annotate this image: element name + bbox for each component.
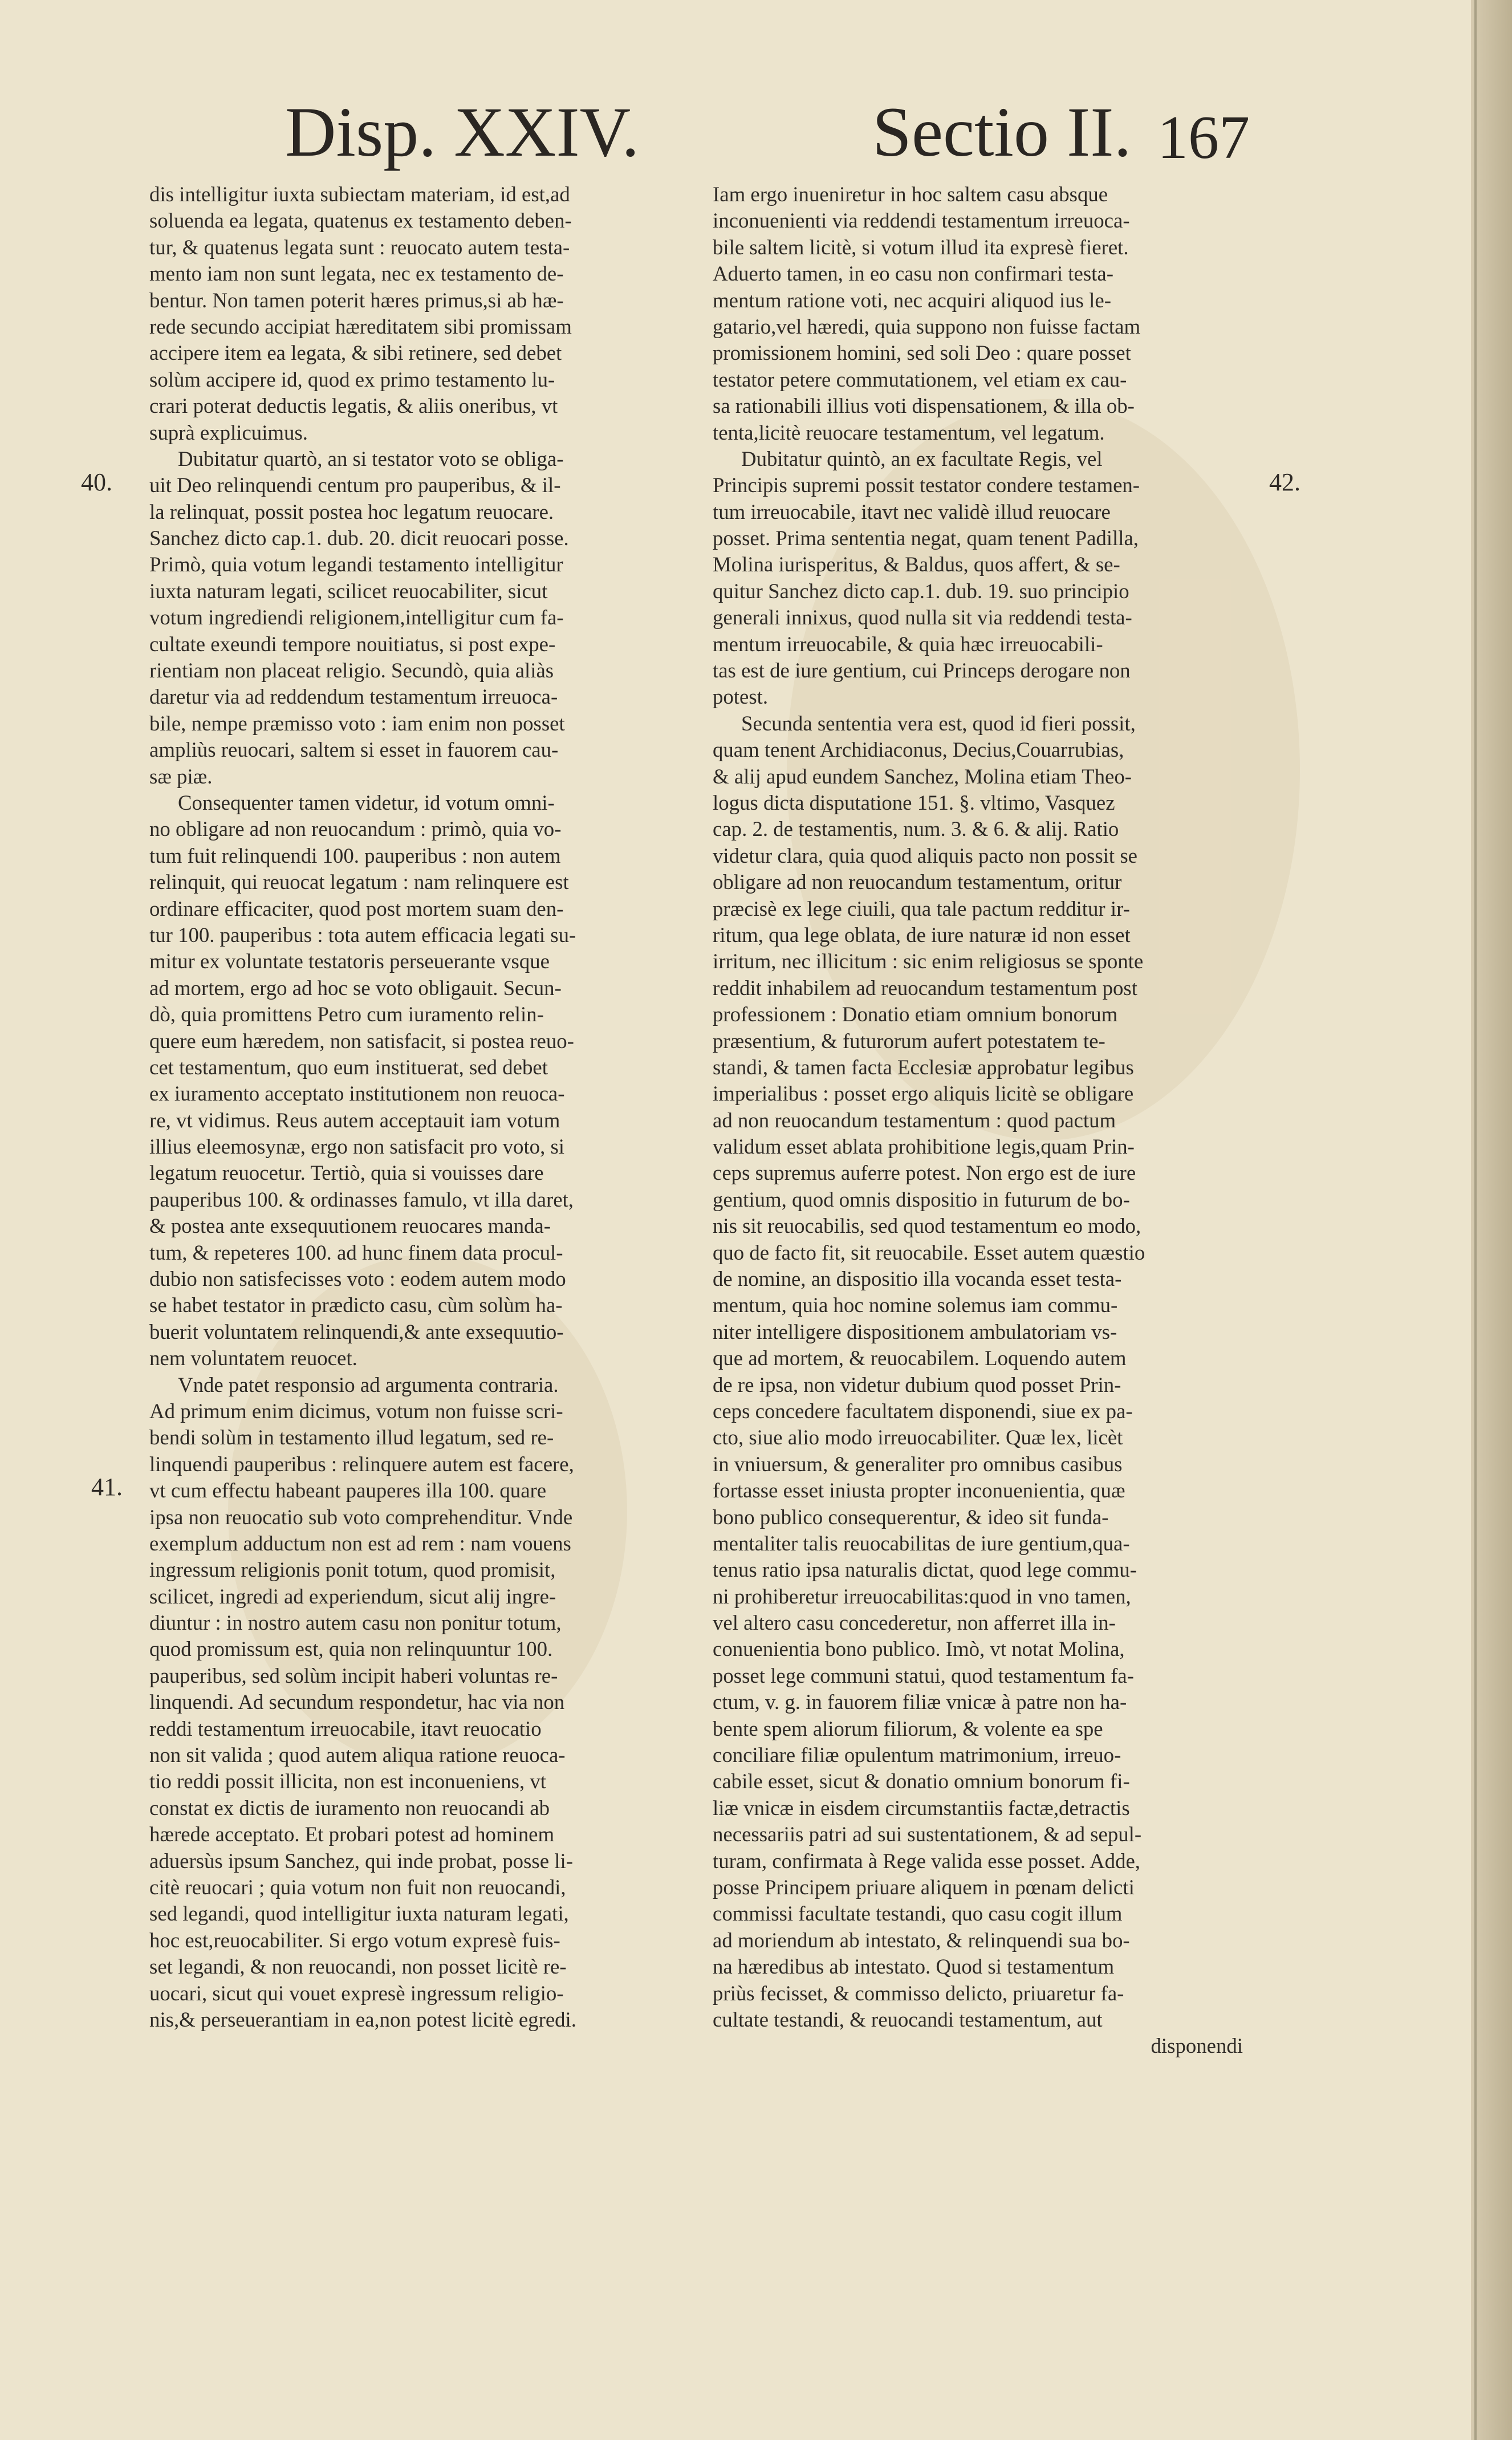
- text-line: nis sit reuocabilis, sed quod testamentum eo modo,: [713, 1214, 1141, 1238]
- text-line: uocari, sicut qui vouet expresè ingressum religio-: [149, 1981, 564, 2005]
- text-line: commissi facultate testandi, quo casu cogit illum: [713, 1902, 1123, 1926]
- text-line: Consequenter tamen videtur, id votum omni-: [178, 790, 555, 814]
- text-line: mentum irreuocabile, & quia hæc irreuocabili-: [713, 632, 1103, 656]
- text-line: liæ vnicæ in eisdem circumstantiis factæ,detractis: [713, 1796, 1130, 1820]
- text-line: posset lege communi statui, quod testamentum fa-: [713, 1663, 1134, 1687]
- text-line: nis,& perseuerantiam in ea,non potest licitè egredi.: [149, 2007, 576, 2031]
- left-text-column: [149, 181, 680, 2033]
- text-line: cultate exeundi tempore nouitiatus, si post expe-: [149, 632, 556, 656]
- text-line: bile saltem licitè, si votum illud ita expresè fieret.: [713, 235, 1129, 259]
- text-line: logus dicta disputatione 151. §. vltimo, Vasquez: [713, 790, 1115, 814]
- text-line: dubio non satisfecisses voto : eodem autem modo: [149, 1267, 566, 1291]
- text-line: imperialibus : posset ergo aliquis licitè se obligare: [713, 1082, 1134, 1106]
- text-line: rede secundo accipiat hæreditatem sibi promissam: [149, 314, 572, 338]
- text-line: Principis supremi possit testator condere testamen-: [713, 473, 1140, 497]
- text-line: mentaliter talis reuocabilitas de iure gentium,qua-: [713, 1531, 1130, 1555]
- right-text-column: [713, 181, 1243, 2060]
- text-line: obligare ad non reuocandum testamentum, oritur: [713, 870, 1122, 894]
- text-line: conuenientia bono publico. Imò, vt notat Molina,: [713, 1637, 1125, 1661]
- text-line: linquendi. Ad secundum respondetur, hac via non: [149, 1690, 565, 1714]
- text-line: ad mortem, ergo ad hoc se voto obligauit. Secun-: [149, 976, 562, 1000]
- text-line: crari poterat deductis legatis, & aliis oneribus, vt: [149, 394, 558, 418]
- text-line: tio reddi possit illicita, non est inconueniens, vt: [149, 1769, 546, 1793]
- text-line: reddit inhabilem ad reuocandum testamentum post: [713, 976, 1137, 1000]
- text-line: iuxta naturam legati, scilicet reuocabiliter, sicut: [149, 579, 548, 603]
- text-line: illius eleemosynæ, ergo non satisfacit pro voto, si: [149, 1135, 565, 1159]
- text-line: mentum ratione voti, nec acquiri aliquod ius le-: [713, 288, 1111, 312]
- text-line: ad moriendum ab intestato, & relinquendi sua bo-: [713, 1928, 1130, 1952]
- text-line: linquendi pauperibus : relinquere autem est facere,: [149, 1452, 574, 1476]
- text-line: niter intelligere dispositionem ambulatoriam vs-: [713, 1320, 1117, 1343]
- text-line: ceps supremus auferre potest. Non ergo est de iure: [713, 1161, 1136, 1185]
- text-line: irritum, nec illicitum : sic enim religiosus se sponte: [713, 949, 1144, 973]
- text-line: hoc est,reuocabiliter. Si ergo votum expresè fuis-: [149, 1928, 560, 1952]
- text-line: soluenda ea legata, quatenus ex testamento deben-: [149, 209, 572, 233]
- text-line: aduersùs ipsum Sanchez, qui inde probat, posse li-: [149, 1849, 573, 1873]
- text-line: priùs fecisset, & commisso delicto, priuaretur fa-: [713, 1981, 1124, 2005]
- text-line: bile, nempe præmisso voto : iam enim non posset: [149, 711, 565, 735]
- text-line: Vnde patet responsio ad argumenta contraria.: [178, 1373, 559, 1396]
- text-line: suprà explicuimus.: [149, 420, 308, 444]
- text-line: ingressum religionis ponit totum, quod promisit,: [149, 1558, 556, 1582]
- text-line: ipsa non reuocatio sub voto comprehenditur. Vnde: [149, 1505, 573, 1529]
- catchword: disponendi: [1151, 2034, 1243, 2058]
- text-line: vel altero casu concederetur, non afferret illa in-: [713, 1611, 1116, 1635]
- page-number: 167: [1157, 104, 1250, 172]
- text-line: rientiam non placeat religio. Secundò, quia aliàs: [149, 659, 554, 683]
- text-line: Molina iurisperitus, & Baldus, quos affert, & se-: [713, 553, 1120, 576]
- text-line: tum, & repeteres 100. ad hunc finem data procul-: [149, 1240, 563, 1264]
- text-line: Dubitatur quartò, an si testator voto se obliga-: [178, 446, 564, 470]
- text-line: no obligare ad non reuocandum : primò, quia vo-: [149, 817, 562, 841]
- text-line: ni prohiberetur irreuocabilitas:quod in vno tamen,: [713, 1584, 1131, 1608]
- text-line: & postea ante exsequutionem reuocares manda-: [149, 1214, 551, 1238]
- text-line: se habet testator in prædicto casu, cùm solùm ha-: [149, 1293, 563, 1317]
- text-line: de nomine, an dispositio illa vocanda esset testa-: [713, 1267, 1122, 1291]
- text-line: bono publico consequerentur, & ideo sit funda-: [713, 1505, 1109, 1529]
- text-line: dò, quia promittens Petro cum iuramento relin-: [149, 1002, 544, 1026]
- text-line: uit Deo relinquendi centum pro pauperibus, & il-: [149, 473, 561, 497]
- text-line: diuntur : in nostro autem casu non ponitur totum,: [149, 1611, 562, 1635]
- text-line: Ad primum enim dicimus, votum non fuisse scri-: [149, 1399, 563, 1423]
- text-line: daretur via ad reddendum testamentum irreuoca-: [149, 685, 558, 709]
- text-line: promissionem homini, sed soli Deo : quare posset: [713, 341, 1131, 365]
- text-line: sed legandi, quod intelligitur iuxta naturam legati,: [149, 1902, 569, 1926]
- text-line: tum irreuocabile, itavt nec validè illud reuocare: [713, 500, 1111, 523]
- text-line: ctum, v. g. in fauorem filiæ vnicæ à patre non ha-: [713, 1690, 1127, 1714]
- text-line: de re ipsa, non videtur dubium quod posset Prin-: [713, 1373, 1121, 1396]
- text-line: cto, siue alio modo irreuocabiliter. Quæ lex, licèt: [713, 1426, 1123, 1450]
- text-line: præsentium, & futurorum aufert potestatem te-: [713, 1029, 1105, 1053]
- text-line: relinquit, qui reuocat legatum : nam relinquere est: [149, 870, 569, 894]
- text-line: ordinare efficaciter, quod post mortem suam den-: [149, 896, 564, 920]
- text-line: legatum reuocetur. Tertiò, quia si vouisses dare: [149, 1161, 544, 1185]
- text-line: Sanchez dicto cap.1. dub. 20. dicit reuocari posse.: [149, 526, 569, 550]
- text-line: præcisè ex lege ciuili, qua tale pactum redditur ir-: [713, 896, 1130, 920]
- text-line: mento iam non sunt legata, nec ex testamento de-: [149, 262, 564, 286]
- running-head-disputation: Disp. XXIV.: [285, 93, 640, 171]
- text-line: quo de facto fit, sit reuocabile. Esset autem quæstio: [713, 1240, 1145, 1264]
- text-line: non sit valida ; quod autem aliqua ratione reuoca-: [149, 1743, 566, 1767]
- text-line: re, vt vidimus. Reus autem acceptauit iam votum: [149, 1108, 560, 1132]
- text-line: set legandi, & non reuocandi, non posset licitè re-: [149, 1955, 567, 1979]
- text-line: pauperibus, sed solùm incipit haberi voluntas re-: [149, 1663, 558, 1687]
- text-line: buerit voluntatem relinquendi,& ante exsequutio-: [149, 1320, 564, 1343]
- text-line: bendi solùm in testamento illud legatum, sed re-: [149, 1426, 554, 1450]
- text-line: quere eum hæredem, non satisfacit, si postea reuo-: [149, 1029, 574, 1053]
- text-line: cultate testandi, & reuocandi testamentum, aut: [713, 2007, 1103, 2031]
- text-line: pauperibus 100. & ordinasses famulo, vt illa daret,: [149, 1187, 574, 1211]
- text-line: quam tenent Archidiaconus, Decius,Couarrubias,: [713, 738, 1124, 762]
- text-line: Dubitatur quintò, an ex facultate Regis, vel: [741, 446, 1103, 470]
- text-line: quitur Sanchez dicto cap.1. dub. 19. suo principio: [713, 579, 1129, 603]
- text-line: Aduerto tamen, in eo casu non confirmari testa-: [713, 262, 1113, 286]
- running-head-section: Sectio II.: [872, 93, 1132, 171]
- text-line: bentur. Non tamen poterit hæres primus,si ab hæ-: [149, 288, 564, 312]
- margin-number-42: 42.: [1269, 468, 1300, 496]
- margin-number-41: 41.: [91, 1473, 123, 1501]
- text-line: ritum, qua lege oblata, de iure naturæ id non esset: [713, 923, 1131, 947]
- text-line: testator petere commutationem, vel etiam ex cau-: [713, 367, 1127, 391]
- text-line: tas est de iure gentium, cui Princeps derogare non: [713, 659, 1131, 683]
- text-line: cabile esset, sicut & donatio omnium bonorum fi-: [713, 1769, 1130, 1793]
- text-line: Secunda sententia vera est, quod id fieri possit,: [741, 711, 1136, 735]
- text-line: la relinquat, possit postea hoc legatum reuocare.: [149, 500, 554, 523]
- text-line: que ad mortem, & reuocabilem. Loquendo autem: [713, 1346, 1127, 1370]
- text-line: potest.: [713, 685, 769, 709]
- text-line: inconuenienti via reddendi testamentum irreuoca-: [713, 209, 1130, 233]
- text-line: exemplum adductum non est ad rem : nam vouens: [149, 1531, 571, 1555]
- text-line: solùm accipere id, quod ex primo testamento lu-: [149, 367, 555, 391]
- text-line: tenus ratio ipsa naturalis dictat, quod lege commu-: [713, 1558, 1137, 1582]
- page-edge: [1471, 0, 1512, 2440]
- text-line: constat ex dictis de iuramento non reuocandi ab: [149, 1796, 550, 1820]
- text-line: vt cum effectu habeant pauperes illa 100. quare: [149, 1479, 547, 1503]
- text-line: accipere item ea legata, & sibi retinere, sed debet: [149, 341, 562, 365]
- text-line: Primò, quia votum legandi testamento intelligitur: [149, 553, 563, 576]
- text-line: citè reuocari ; quia votum non fuit non reuocandi,: [149, 1875, 566, 1899]
- text-line: sæ piæ.: [149, 764, 213, 788]
- text-line: ex iuramento acceptato institutionem non reuoca-: [149, 1082, 565, 1106]
- text-line: cet testamentum, quo eum instituerat, sed debet: [149, 1055, 548, 1079]
- text-line: posse Principem priuare aliquem in pœnam delicti: [713, 1875, 1135, 1899]
- text-line: in vniuersum, & generaliter pro omnibus casibus: [713, 1452, 1123, 1476]
- text-line: videtur clara, quia quod aliquis pacto non possit se: [713, 843, 1137, 867]
- text-line: hærede acceptato. Et probari potest ad hominem: [149, 1822, 555, 1846]
- text-line: tenta,licitè reuocare testamentum, vel legatum.: [713, 420, 1105, 444]
- text-line: conciliare filiæ opulentum matrimonium, irreuo-: [713, 1743, 1121, 1767]
- text-line: necessariis patri ad sui sustentationem, & ad sepul-: [713, 1822, 1142, 1846]
- text-line: votum ingrediendi religionem,intelligitur cum fa-: [149, 606, 564, 630]
- text-line: ad non reuocandum testamentum : quod pactum: [713, 1108, 1116, 1132]
- text-line: bente spem aliorum filiorum, & volente ea spe: [713, 1716, 1103, 1740]
- text-line: nem voluntatem reuocet.: [149, 1346, 357, 1370]
- text-line: & alij apud eundem Sanchez, Molina etiam Theo-: [713, 764, 1132, 788]
- text-line: dis intelligitur iuxta subiectam materiam, id est,ad: [149, 182, 570, 206]
- text-line: tum fuit relinquendi 100. pauperibus : non autem: [149, 843, 561, 867]
- text-line: mentum, quia hoc nomine solemus iam commu-: [713, 1293, 1118, 1317]
- text-line: na hæredibus ab intestato. Quod si testamentum: [713, 1955, 1115, 1979]
- text-line: ceps concedere facultatem disponendi, siue ex pa-: [713, 1399, 1133, 1423]
- text-line: tur, & quatenus legata sunt : reuocato autem testa-: [149, 235, 570, 259]
- text-line: fortasse esset iniusta propter inconuenientia, quæ: [713, 1479, 1125, 1503]
- text-line: Iam ergo inueniretur in hoc saltem casu absque: [713, 182, 1108, 206]
- text-line: standi, & tamen facta Ecclesiæ approbatur legibus: [713, 1055, 1134, 1079]
- text-line: gentium, quod omnis dispositio in futurum de bo-: [713, 1187, 1130, 1211]
- text-line: cap. 2. de testamentis, num. 3. & 6. & alij. Ratio: [713, 817, 1119, 841]
- text-line: scilicet, ingredi ad experiendum, sicut alij ingre-: [149, 1584, 556, 1608]
- text-line: posset. Prima sententia negat, quam tenent Padilla,: [713, 526, 1139, 550]
- text-line: generali innixus, quod nulla sit via reddendi testa-: [713, 606, 1132, 630]
- text-line: quod promissum est, quia non relinquuntur 100.: [149, 1637, 553, 1661]
- text-line: mitur ex voluntate testatoris perseuerante vsque: [149, 949, 550, 973]
- text-line: turam, confirmata à Rege valida esse posset. Adde,: [713, 1849, 1141, 1873]
- text-line: reddi testamentum irreuocabile, itavt reuocatio: [149, 1716, 542, 1740]
- text-line: professionem : Donatio etiam omnium bonorum: [713, 1002, 1118, 1026]
- text-line: tur 100. pauperibus : tota autem efficacia legati su-: [149, 923, 576, 947]
- text-line: sa rationabili illius voti dispensationem, & illa ob-: [713, 394, 1135, 418]
- text-line: ampliùs reuocari, saltem si esset in fauorem cau-: [149, 738, 559, 762]
- text-line: validum esset ablata prohibitione legis,quam Prin-: [713, 1135, 1135, 1159]
- text-line: gatario,vel hæredi, quia suppono non fuisse factam: [713, 314, 1141, 338]
- margin-number-40: 40.: [81, 468, 112, 496]
